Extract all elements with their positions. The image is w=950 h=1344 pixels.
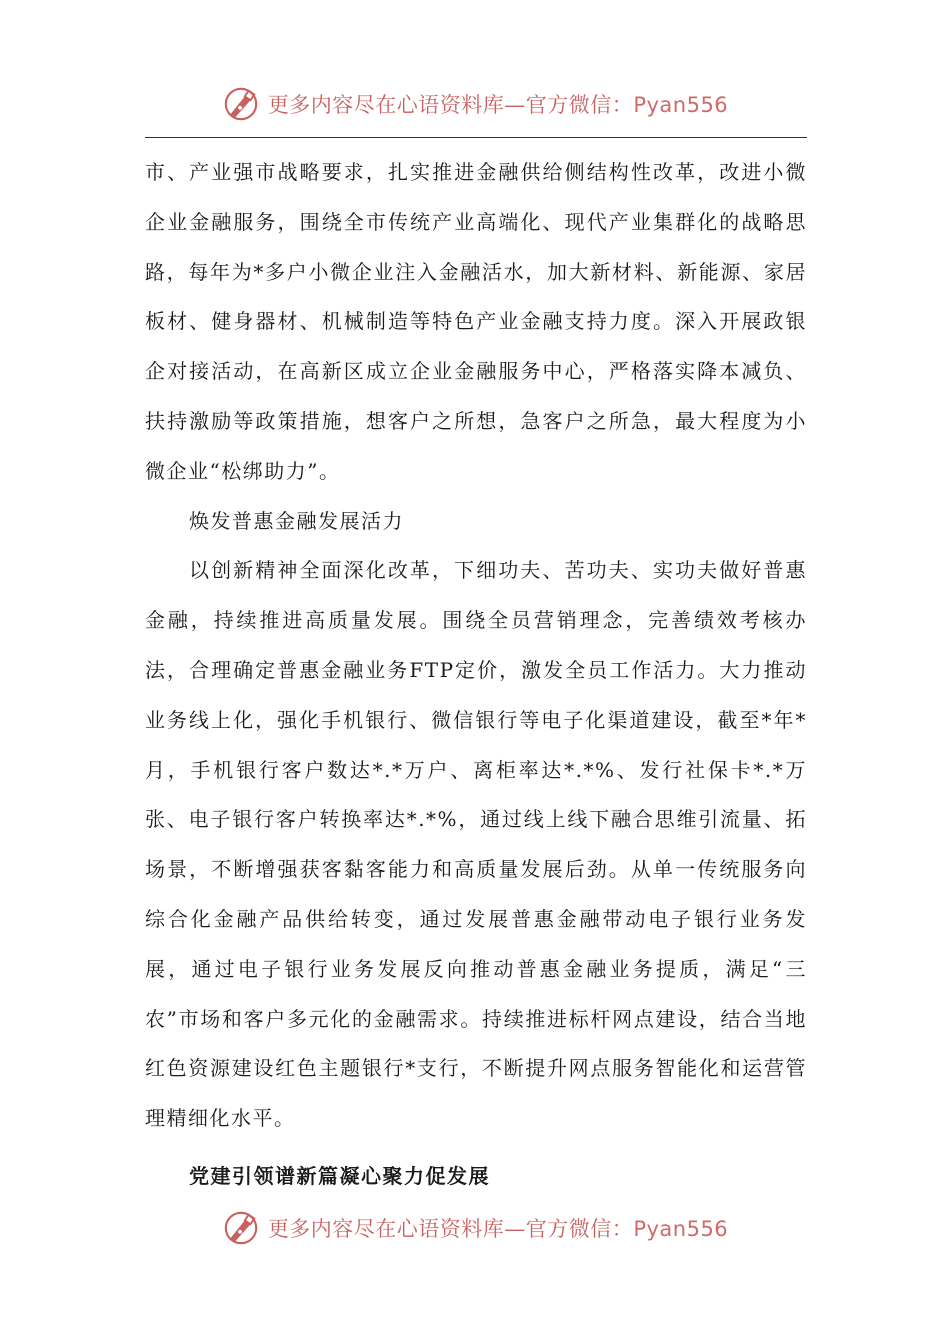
banner-text [268,1213,728,1243]
footer-banner [0,1204,950,1252]
banner-label: 更多内容尽在心语资料库—官方微信： [267,1217,634,1241]
section-heading: 焕发普惠金融发展活力 [189,508,404,533]
document-body [145,148,807,1202]
banner-label: 更多内容尽在心语资料库—官方微信： [267,93,634,117]
paragraph: 以创新精神全面深化改革，下细功夫、苦功夫、实功夫做好普惠金融，持续推进高质量发展。围绕全员营销理念，完善绩效考核办法，合理确定普惠金融业务FTP定价，激发全员工作活力。大力推动业务线上化，强化手机银行、微信银行等电子化渠道建设，截至*年*月，手机银行客户数达*.*万户、离柜率达*.*%、发行社保卡*.*万张、电子银行客户转换率达*.*%，通过线上线下融合思维引流量、拓场景，不断增强获客黏客能力和高质量发展后劲。从单一传统服务向综合化金融产品供给转变，通过发展普惠金融带动电子银行业务发展，通过电子银行业务发展反向推动普惠金融业务提质，满足“三农”市场和客户多元化的金融需求。持续推进标杆网点建设，结合当地红色资源建设红色主题银行*支行，不断提升网点服务智能化和运营管理精细化水平。 [145,558,807,1131]
wechat-id: Pyan556 [633,1217,729,1241]
wechat-id: Pyan556 [633,93,729,117]
section-heading-bold: 党建引领谱新篇凝心聚力促发展 [189,1163,490,1188]
banner-text [268,89,728,119]
paragraph-continued: 市、产业强市战略要求，扎实推进金融供给侧结构性改革，改进小微企业金融服务，围绕全市传统产业高端化、现代产业集群化的战略思路，每年为*多户小微企业注入金融活水，加大新材料、新能源、家居板材、健身器材、机械制造等特色产业金融支持力度。深入开展政银企对接活动，在高新区成立企业金融服务中心，严格落实降本减负、扶持激励等政策措施，想客户之所想，急客户之所急，最大程度为小微企业“松绑助力”。 [145,160,807,483]
header-banner [0,80,950,128]
header-divider [145,137,807,138]
pen-nib-logo-icon [222,1209,260,1247]
pen-nib-logo-icon [222,85,260,123]
